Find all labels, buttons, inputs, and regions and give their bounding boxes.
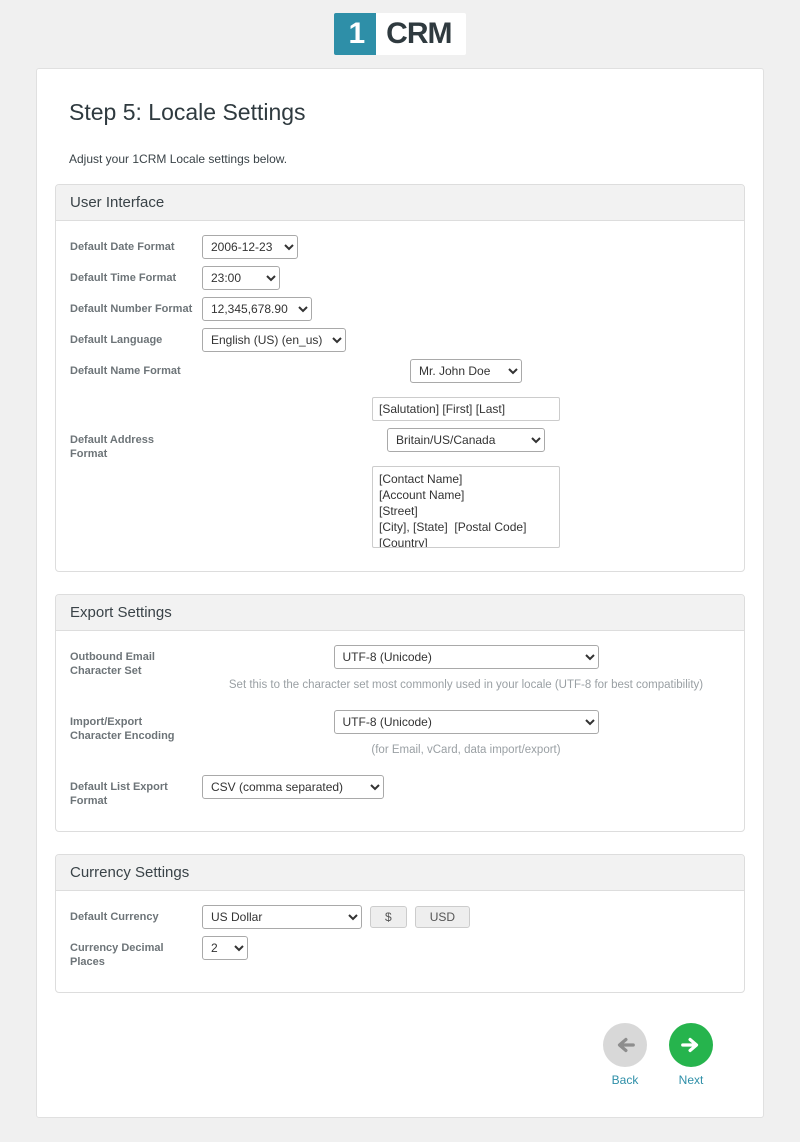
helper-import-export-encoding: (for Email, vCard, data import/export)	[371, 744, 561, 756]
back-button[interactable]	[603, 1023, 647, 1087]
label-default-name-format: Default Name Format	[70, 365, 181, 377]
label-default-number-format: Default Number Format	[70, 303, 193, 315]
select-default-address-format[interactable]	[387, 428, 545, 452]
panel-currency-settings-title: Currency Settings	[56, 855, 744, 891]
badge-currency-symbol: $	[370, 906, 407, 928]
panel-currency-settings-body	[56, 891, 744, 992]
next-button-label: Next	[678, 1073, 704, 1087]
label-default-currency: Default Currency	[70, 911, 159, 923]
row-currency-decimal-places	[70, 936, 730, 969]
panel-export-settings-title: Export Settings	[56, 595, 744, 631]
row-default-time-format	[70, 266, 730, 290]
wizard-card	[36, 68, 764, 1118]
arrow-right-icon	[680, 1034, 702, 1056]
page-intro: Adjust your 1CRM Locale settings below.	[69, 152, 288, 166]
select-currency-decimal-places[interactable]	[202, 936, 248, 960]
label-default-date-format: Default Date Format	[70, 241, 175, 253]
select-default-currency[interactable]	[202, 905, 362, 929]
label-list-export-format: Default List Export Format	[70, 781, 168, 807]
row-default-address-format	[70, 428, 730, 548]
wizard-navigation	[53, 1015, 747, 1087]
panel-user-interface-body	[56, 221, 744, 571]
label-currency-decimal-places: Currency Decimal Places	[70, 942, 164, 968]
select-default-date-format[interactable]	[202, 235, 298, 259]
logo-mark-1: 1	[334, 13, 376, 55]
row-default-name-format	[70, 359, 730, 421]
select-default-number-format[interactable]	[202, 297, 312, 321]
row-list-export-format	[70, 775, 730, 808]
label-import-export-encoding: Import/Export Character Encoding	[70, 716, 175, 742]
panel-export-settings-body	[56, 631, 744, 831]
panel-export-settings	[55, 594, 745, 832]
label-default-time-format: Default Time Format	[70, 272, 177, 284]
label-default-language: Default Language	[70, 334, 163, 346]
select-outbound-charset[interactable]	[334, 645, 599, 669]
arrow-left-icon	[614, 1034, 636, 1056]
input-name-format-pattern[interactable]	[372, 397, 560, 421]
helper-outbound-charset: Set this to the character set most commonly used in your locale (UTF-8 for best compatibility)	[228, 679, 704, 691]
next-button-circle[interactable]	[669, 1023, 713, 1067]
row-default-currency	[70, 905, 730, 929]
select-default-name-format[interactable]	[410, 359, 522, 383]
page-title: Step 5: Locale Settings	[69, 99, 306, 125]
select-list-export-format[interactable]	[202, 775, 384, 799]
badge-currency-code: USD	[415, 906, 470, 928]
app-logo	[334, 13, 465, 55]
panel-currency-settings	[55, 854, 745, 993]
row-import-export-encoding	[70, 710, 730, 768]
row-outbound-charset	[70, 645, 730, 703]
select-import-export-encoding[interactable]	[334, 710, 599, 734]
select-default-time-format[interactable]	[202, 266, 280, 290]
row-default-date-format	[70, 235, 730, 259]
panel-user-interface	[55, 184, 745, 572]
label-default-address-format: Default Address Format	[70, 434, 154, 460]
select-default-language[interactable]	[202, 328, 346, 352]
back-button-circle[interactable]	[603, 1023, 647, 1067]
row-default-language	[70, 328, 730, 352]
logo-mark-crm: CRM	[376, 13, 465, 55]
panel-user-interface-title: User Interface	[56, 185, 744, 221]
next-button[interactable]	[669, 1023, 713, 1087]
back-button-label: Back	[611, 1073, 639, 1087]
label-outbound-charset: Outbound Email Character Set	[70, 651, 155, 677]
textarea-address-format-pattern[interactable]	[372, 466, 560, 548]
row-default-number-format	[70, 297, 730, 321]
logo-bar	[0, 0, 800, 68]
